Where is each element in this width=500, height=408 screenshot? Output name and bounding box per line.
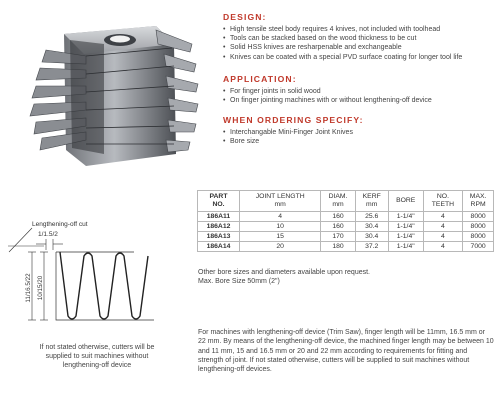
diameter-cell: 170: [321, 232, 355, 242]
design-item: • Knives can be coated with a special PVD surface coating for longer tool life: [223, 53, 495, 62]
teeth-cell: 4: [423, 242, 463, 252]
application-item: • On finger jointing machines with or without lengthening-off device: [223, 96, 495, 105]
design-list: [223, 25, 495, 62]
design-item: • Tools can be stacked based on the wood thickness to be cut: [223, 34, 495, 43]
diameter-cell: 160: [321, 222, 355, 232]
bore-cell: 1-1/4": [388, 222, 423, 232]
finger-profile-drawing: [6, 216, 190, 342]
joint-length-cell: 20: [239, 242, 320, 252]
lengthening-label: Lengthening-off cut: [32, 221, 88, 228]
kerf-cell: 30.4: [355, 232, 388, 242]
header-max-rpm: MAX. RPM: [463, 191, 494, 212]
header-diameter: DIAM. mm: [321, 191, 355, 212]
kerf-cell: 37.2: [355, 242, 388, 252]
table-note-line: Other bore sizes and diameters available upon request.: [198, 269, 370, 276]
header-teeth: NO. TEETH: [423, 191, 463, 212]
kerf-cell: 30.4: [355, 222, 388, 232]
table-note-line: Max. Bore Size 50mm (2"): [198, 278, 280, 285]
rpm-cell: 8000: [463, 232, 494, 242]
spec-table: [197, 190, 494, 252]
teeth-cell: 4: [423, 232, 463, 242]
outer-dimension-label: 11/16.5/22: [25, 273, 32, 303]
design-item: • Solid HSS knives are resharpenable and exchangeable: [223, 43, 495, 52]
ordering-heading: WHEN ORDERING SPECIFY:: [223, 115, 364, 126]
design-item: • High tensile steel body requires 4 knives, not included with toolhead: [223, 25, 495, 34]
table-header-row: [198, 191, 494, 212]
bore-cell: 1-1/4": [388, 242, 423, 252]
table-row: [198, 232, 494, 242]
caption-line: If not stated otherwise, cutters will be: [39, 344, 155, 351]
joint-length-cell: 10: [239, 222, 320, 232]
application-list: [223, 87, 495, 105]
part-number: 186A11: [198, 212, 240, 222]
application-item: • For finger joints in solid wood: [223, 87, 495, 96]
cutter-head-image: [6, 4, 202, 174]
header-bore: BORE: [388, 191, 423, 212]
diameter-cell: 180: [321, 242, 355, 252]
bore-cell: 1-1/4": [388, 212, 423, 222]
table-row: [198, 242, 494, 252]
diameter-cell: 160: [321, 212, 355, 222]
table-row: [198, 222, 494, 232]
product-info: [223, 12, 495, 147]
table-note: [198, 268, 493, 286]
joint-length-cell: 4: [239, 212, 320, 222]
part-number: 186A14: [198, 242, 240, 252]
bore-cell: 1-1/4": [388, 232, 423, 242]
caption-line: supplied to suit machines without: [45, 353, 149, 360]
rpm-cell: 8000: [463, 212, 494, 222]
joint-length-cell: 15: [239, 232, 320, 242]
ordering-item: • Interchangable Mini-Finger Joint Knives: [223, 128, 495, 137]
drawing-caption: [12, 343, 182, 370]
application-heading: APPLICATION:: [223, 73, 297, 84]
header-kerf: KERF mm: [355, 191, 388, 212]
ordering-list: [223, 128, 495, 146]
teeth-cell: 4: [423, 222, 463, 232]
header-joint-length: JOINT LENGTH mm: [239, 191, 320, 212]
rpm-cell: 7000: [463, 242, 494, 252]
rpm-cell: 8000: [463, 222, 494, 232]
header-part-no: PART NO.: [198, 191, 240, 212]
caption-line: lengthening-off device: [62, 362, 132, 369]
lengthening-description: For machines with lengthening-off device (Trim Saw), finger length will be 11mm, 16.5 mm or 22 mm. By means of the lengthening-off device, the machined finger length may be between 10 and 11 mm, 15 and 16.5 mm or 20 and 22 mm according to requirements for fitting and strength of joint. If not stated otherwise, cutters will be supplied to suit machines without lengthening-off devices.: [198, 329, 494, 374]
kerf-cell: 25.6: [355, 212, 388, 222]
design-heading: DESIGN:: [223, 12, 267, 22]
table-row: [198, 212, 494, 222]
part-number: 186A12: [198, 222, 240, 232]
inner-dimension-label: 10/15/20: [37, 275, 44, 301]
ratio-label: 1/1.5/2: [38, 231, 58, 238]
part-number: 186A13: [198, 232, 240, 242]
ordering-item: • Bore size: [223, 137, 495, 146]
teeth-cell: 4: [423, 212, 463, 222]
